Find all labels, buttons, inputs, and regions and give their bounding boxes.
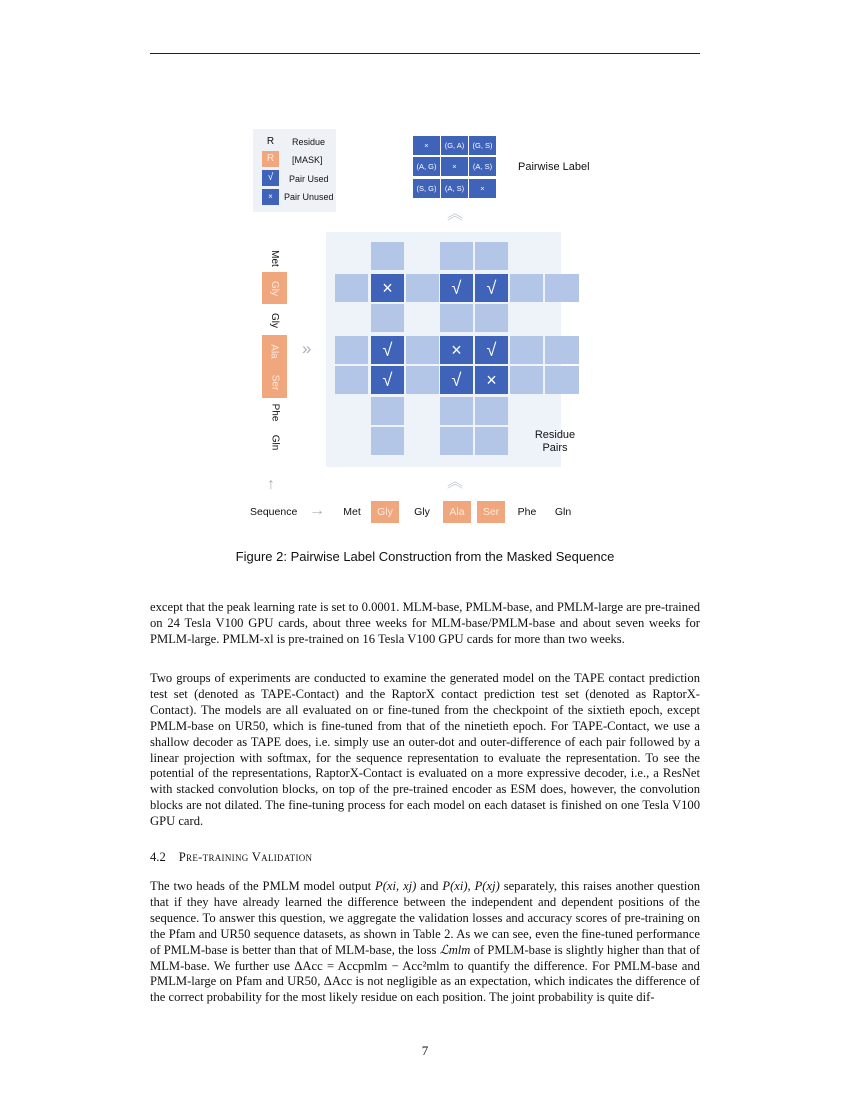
horizontal-residue-masked: Ser [477,501,505,523]
paragraph: Two groups of experiments are conducted to examine the generated model on the TAPE contact prediction test set (denoted as TAPE-Contact) and the RaptorX contact prediction test set (denoted as RaptorX-Contact). The models are all evaluated on or fine-tuned from the checkpoint of the sixtieth epoch, except PMLM-base on UR50, which is fine-tuned from that of the ninetieth epoch. For TAPE-Contact, we use a shallow decoder as TAPE does, i.e. simply use an outer-dot and outer-difference of each pair followed by a linear projection with softmax, for the sequence representation to evaluate the representation. To see the potential of the representations, RaptorX-Contact is evaluated on a more expressive decoder, i.e., a ResNet with stacked convolution blocks, on top of the pre-trained encoder as ESM does, however, the convolution blocks are not dilated. The fine-tuning process for each model on each dataset is finished on one Tesla V100 GPU card. [150,671,700,829]
pair-unused-cell: × [371,274,404,302]
pair-cell [545,336,579,364]
horizontal-residue-masked: Ala [443,501,471,523]
vertical-residue-masked: Ala [262,335,287,367]
pair-cell [406,366,439,394]
pair-used-cell: √ [475,274,508,302]
section-heading [150,850,312,865]
pair-cell [371,242,404,270]
pair-cell [335,366,368,394]
legend-residue-symbol: R [266,136,275,147]
text-run: is not negligible as an expectation, which indicates the difference of the correct probability for the most likely residue on each position. The joint probability is quite dif- [150,974,700,1005]
page-number: 7 [421,1043,429,1058]
pair-cell [545,274,579,302]
pair-unused-cell: × [440,336,473,364]
pair-cell [510,274,543,302]
paragraph [150,879,700,1006]
horizontal-residue: Gln [554,506,572,518]
pairwise-label-cell: (A, G) [413,157,440,176]
legend-mask-symbol: R [262,151,279,167]
pair-used-cell: √ [371,366,404,394]
horizontal-residue: Gly [414,506,430,518]
up-arrow-icon: ↑ [267,476,275,493]
figure-caption: Figure 2: Pairwise Label Construction from the Masked Sequence [235,549,615,564]
double-up-arrow-icon: ︽ [447,474,464,491]
paragraph: except that the peak learning rate is set to 0.0001. MLM-base, PMLM-base, and PMLM-large are pre-trained on 24 Tesla V100 GPU cards, about three weeks for MLM-base/PMLM-base and about seven weeks for PMLM-large. PMLM-xl is pre-trained on 16 Tesla V100 GPU cards for more than two weeks. [150,600,700,646]
pair-unused-cell: × [475,366,508,394]
pairwise-label-cell: × [413,136,440,155]
legend-pair-used-label: Pair Used [289,174,329,184]
pair-cell [510,366,543,394]
pair-cell [371,397,404,425]
vertical-residue: Met [268,249,280,267]
pair-cell [440,242,473,270]
residue-pairs-label-line2: Pairs [542,442,568,454]
legend-pair-unused-label: Pair Unused [284,192,334,202]
pairwise-label-cell: (G, A) [441,136,468,155]
horizontal-residue: Met [343,506,361,518]
pair-cell [406,274,439,302]
pair-cell [440,427,473,455]
math-inline: ΔAcc = Accpmlm − Acc²mlm [294,958,450,973]
vertical-residue-masked: Ser [262,366,287,398]
pair-cell [545,366,579,394]
pairwise-label-cell: (G, S) [469,136,496,155]
text-run: and [416,879,443,893]
text-run: separately, this raises another question that if they have already learned the difference between the independent and dependent positions of the sequence. To answer this question, we aggregate the validation losses and accuracy scores of pre-training on the Pfam and UR50 sequence datasets, as shown in Table 2. As we can see, even the fine-tuned performance of PMLM-base is better than that of MLM-base, the loss [150,879,701,957]
pair-used-cell: √ [440,274,473,302]
math-inline: ℒmlm [439,942,471,957]
pair-cell [335,274,368,302]
vertical-residue: Phe [268,403,280,421]
text-run: of PMLM-base is slightly higher than that of MLM-base. We further use [150,942,700,973]
vertical-residue-masked: Gly [262,272,287,304]
math-inline: P(xi, xj) [375,879,417,893]
double-up-arrow-icon: ︽ [447,206,464,223]
horizontal-residue: Phe [517,506,537,518]
text-run: to quantify the difference. For PMLM-base and PMLM-large on Pfam and UR50, [150,958,700,989]
sequence-label: Sequence [250,506,298,518]
pair-used-cell: √ [371,336,404,364]
residue-pairs-label-line1: Residue [534,429,576,441]
pair-cell [371,427,404,455]
pair-cell [440,304,473,332]
math-inline: P(xi), P(xj) [442,879,500,893]
math-inline: ΔAcc [323,974,353,989]
legend-pair-used-symbol: √ [262,170,279,186]
pairwise-label-title: Pairwise Label [518,161,590,173]
double-right-arrow-icon: » [302,339,312,358]
legend-residue-label: Residue [292,137,326,147]
section-title: Pre-training Validation [178,850,313,864]
pairwise-label-cell: (S, G) [413,179,440,198]
horizontal-residue-masked: Gly [371,501,399,523]
right-arrow-icon: → [309,502,325,519]
pair-used-cell: √ [440,366,473,394]
pair-cell [475,304,508,332]
text-run: The two heads of the PMLM model output [150,879,376,893]
vertical-residue: Gln [269,434,280,450]
pair-cell [371,304,404,332]
pair-used-cell: √ [475,336,508,364]
residue-pairs-label [524,429,586,455]
pair-cell [510,336,543,364]
section-number: 4.2 [150,850,166,864]
pair-cell [475,427,508,455]
pair-cell [406,336,439,364]
legend-mask-label: [MASK] [292,155,323,165]
vertical-residue: Gly [269,312,280,328]
pair-cell [475,242,508,270]
pairwise-label-cell: × [469,179,496,198]
legend-pair-unused-symbol: × [262,189,279,205]
pairwise-label-cell: (A, S) [469,157,496,176]
pair-cell [335,336,368,364]
pair-cell [475,397,508,425]
pair-cell [440,397,473,425]
pairwise-label-cell: × [441,157,468,176]
pairwise-label-cell: (A, S) [441,179,468,198]
